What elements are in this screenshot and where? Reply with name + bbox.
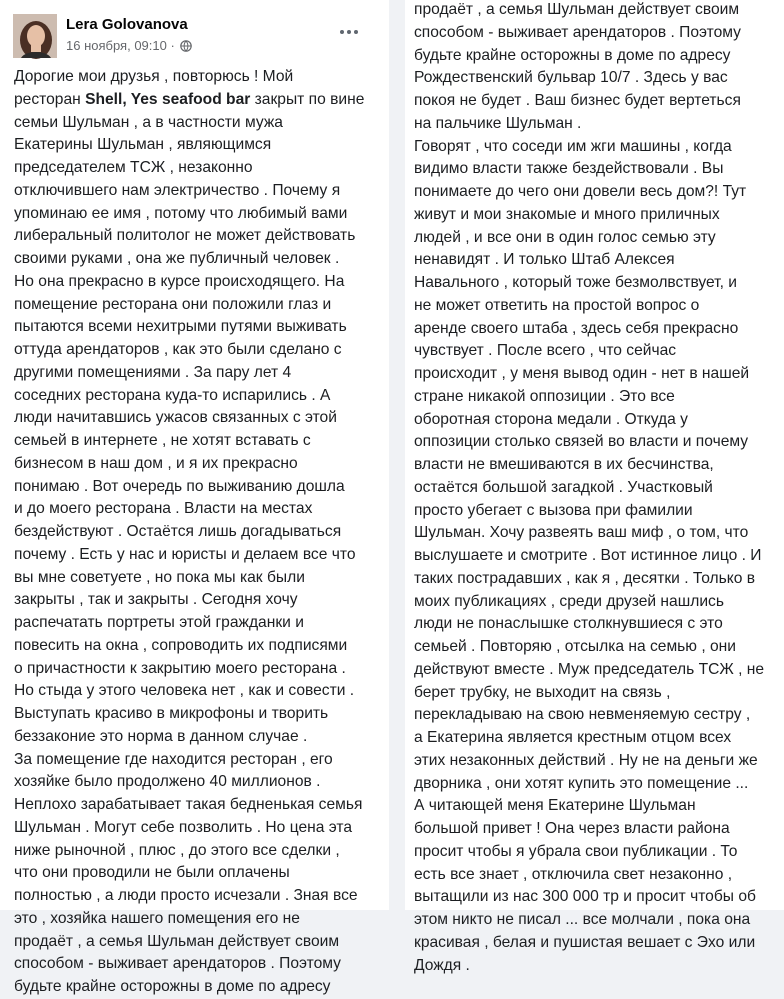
post-text-line: почему . Есть у нас и юристы и делаем все что (14, 545, 356, 563)
post-text-line: действуют вместе . Муж председатель ТСЖ , не (414, 660, 765, 678)
post-text-line: дворника , они хотят купить это помещение ... (414, 774, 749, 792)
post-text-line: Дождя . (414, 956, 470, 974)
post-text-line: помещение ресторана они положили глаз и (14, 295, 332, 313)
post-text-line: выслушаете и смотрите . Вот истинное лицо . И (414, 547, 762, 564)
post-text-line: и до моего ресторана . Власти на местах (14, 500, 313, 518)
post-text-line: перекладываю на свою невменяемую сестру , (414, 706, 751, 724)
post-text-line: Выступать красиво в микрофоны и творить (14, 705, 329, 722)
post-text-line: Рождественский бульвар 10/7 . Здесь у вас (414, 69, 728, 87)
post-text-line: этих незаконных действий . Ну не на деньги же (414, 751, 758, 769)
post-text-line: таких пострадавших , как я , десятки . Только в (414, 569, 756, 587)
post-text-line: Дорогие мои друзья , повторюсь ! Мой (14, 68, 294, 85)
post-text-line: происходит , у меня вывод один - нет в нашей (414, 365, 750, 382)
post-text-line: будьте крайне осторожны в доме по адресу (414, 46, 731, 64)
post-text-line: ниже рыночной , плюс , до этого все сделки , (14, 841, 340, 859)
post-text-line: За помещение где находится ресторан , его (14, 750, 333, 768)
post-header (13, 14, 373, 60)
post-text-line: полностью , а люди просто исчезали . Зная все (14, 887, 358, 904)
post-text-line: повесить на окна , сопроводить их подписями (14, 636, 348, 654)
post-text-line: ресторан Shell, Yes seafood bar закрыт по вине (14, 90, 365, 108)
post-text-line: вытащили из нас 300 000 тр и просит чтобы об (414, 888, 756, 906)
post-text-line: хозяйке было продолжено 40 миллионов . (14, 773, 321, 791)
post-text-line: продаёт , а семья Шульман действует своим (414, 1, 740, 18)
post-text-line: берет трубку, не выходит на связь , (414, 683, 671, 701)
meta-separator: · (166, 38, 179, 53)
post-text-line: продаёт , а семья Шульман действует своим (14, 932, 340, 950)
post-text-line: люди начитавшись ужасов связанных с этой (14, 409, 337, 427)
post-meta (66, 38, 192, 55)
post-text-line: это , хозяйка нашего помещения его не (14, 909, 300, 927)
post-text-line: семьей в интернете , не хотят вставать с (14, 432, 311, 449)
post-text-line: видимо власти также бездействовали . Вы (414, 160, 724, 178)
post-text-line: остаётся большой загадкой . Участковый (414, 478, 713, 496)
post-text-line: оборотная сторона медали . Откуда у (414, 410, 688, 428)
post-text-line: распечатать портреты этой гражданки и (14, 614, 304, 631)
post-text-line: о причастности к закрытию моего ресторана . (14, 659, 346, 677)
post-text-line: просто убегает с вызова при фамилии (414, 501, 693, 519)
post-text-line: Говорят , что соседи им жги машины , когда (414, 137, 732, 155)
post-text-line: Екатерины Шульман , являющимся (14, 136, 272, 154)
post-text-line: моих публикациях , среди друзей нашлись (414, 592, 724, 610)
more-horizontal-icon-dot (354, 30, 358, 34)
post-text-left (14, 66, 388, 999)
avatar[interactable] (13, 14, 57, 58)
post-text-line: ненавидят . И только Штаб Алексея (414, 251, 675, 269)
post-text-line: аренде своего штаба , здесь себя прекрасно (414, 319, 739, 337)
more-options-button[interactable] (335, 22, 363, 42)
post-text-line: Шульман . Могут себе позволить . Но цена эта (14, 818, 352, 836)
post-text-line: бездействуют . Остаётся лишь догадываться (14, 523, 342, 540)
post-text-line: своими руками , она же публичный человек . (14, 250, 340, 267)
author-name[interactable]: Lera Golovanova (66, 16, 188, 33)
post-card-left (0, 0, 389, 995)
post-text-line: просит чтобы я убрала свои публикации . То (414, 842, 738, 860)
post-text-line: пытаются всеми нехитрыми путями выживать (14, 318, 347, 336)
post-text-line: Но стыда у этого человека нет , как и совести . (14, 682, 355, 700)
post-text-line: семьей . Повторяю , отсылка на семью , они (414, 638, 736, 655)
post-text-line: Навального , который тоже безмолвствует, и (414, 274, 737, 291)
post-text-line: будьте крайне осторожны в доме по адресу (14, 978, 331, 995)
post-text-line: другими помещениями . За пару лет 4 (14, 363, 292, 381)
post-text-line: закрыты , так и закрыты . Сегодня хочу (14, 591, 298, 609)
post-text-line: власти не вмешиваются в их бесчинства, (414, 456, 714, 473)
post-text-line: способом - выживает арендаторов . Поэтому (14, 955, 341, 973)
post-text-line: на пальчике Шульман . (414, 114, 582, 132)
post-card-right (405, 0, 784, 974)
post-timestamp[interactable]: 16 ноября, 09:10 (66, 38, 167, 53)
post-text-line: людей , и все они в один голос семью эту (414, 228, 716, 246)
post-text-line: этом никто не писал ... все молчали , пока она (414, 911, 751, 928)
post-text-line: отключившего нам электричество . Почему я (14, 181, 341, 199)
post-text-line: большой привет ! Она через власти района (414, 820, 730, 837)
more-horizontal-icon-dot (347, 30, 351, 34)
post-text-line: оттуда арендаторов , как это были сделано с (14, 341, 342, 358)
post-text-line: а Екатерина является крестным отцом всех (414, 729, 732, 746)
post-text-line: А читающей меня Екатерине Шульман (414, 797, 696, 815)
post-text-right (414, 0, 784, 977)
post-text-line: семьи Шульман , а в частности мужа (14, 113, 283, 131)
post-text-line: Шульман. Хочу развеять ваш миф , о том, что (414, 524, 749, 542)
post-text-line: способом - выживает арендаторов . Поэтому (414, 23, 741, 41)
post-text-line: председателем ТСЖ , незаконно (14, 159, 253, 176)
post-text-line: что они проводили не были оплачены (14, 864, 290, 882)
post-text-line: беззаконие это норма в данном случае . (14, 727, 308, 745)
post-text-line: живут и мои знакомые и много приличных (414, 205, 720, 223)
more-horizontal-icon-dot (340, 30, 344, 34)
post-text-line: есть все знает , отключила свет незаконно , (414, 865, 733, 883)
post-text-line: красивая , белая и пушистая вешает с Эхо или (414, 933, 756, 951)
post-text-line: покоя не будет . Ваш бизнес будет вертеться (414, 92, 741, 109)
post-text-line: вы мне советуете , но пока мы как были (14, 568, 305, 586)
post-text-line: бизнесом в наш дом , и я их прекрасно (14, 454, 298, 472)
globe-icon (180, 40, 192, 55)
post-text-line: понимаю . Вот очередь по выживанию дошла (14, 477, 345, 495)
post-text-line: стране никакой оппозиции . Это все (414, 387, 675, 405)
post-text-line: упоминаю ее имя , потому что любимый вами (14, 204, 348, 222)
post-text-line: оппозиции столько связей во власти и почему (414, 433, 749, 451)
post-text-line: не может ответить на простой вопрос о (414, 296, 700, 314)
restaurant-name: Shell, Yes seafood bar (85, 90, 251, 108)
post-text-line: соседних ресторана куда-то испарились . А (14, 386, 331, 404)
post-text-line: чувствует . После всего , что сейчас (414, 342, 677, 360)
post-text-line: Неплохо зарабатывает такая бедненькая семья (14, 796, 363, 813)
post-text-line: Но она прекрасно в курсе происходящего. На (14, 272, 345, 290)
post-text-line: люди не понаслышке столкнувшиеся с это (414, 615, 723, 633)
post-text-line: понимаете до чего они довели весь дом?! Тут (414, 183, 747, 200)
post-text-line: либеральный политолог не может действовать (14, 227, 356, 245)
